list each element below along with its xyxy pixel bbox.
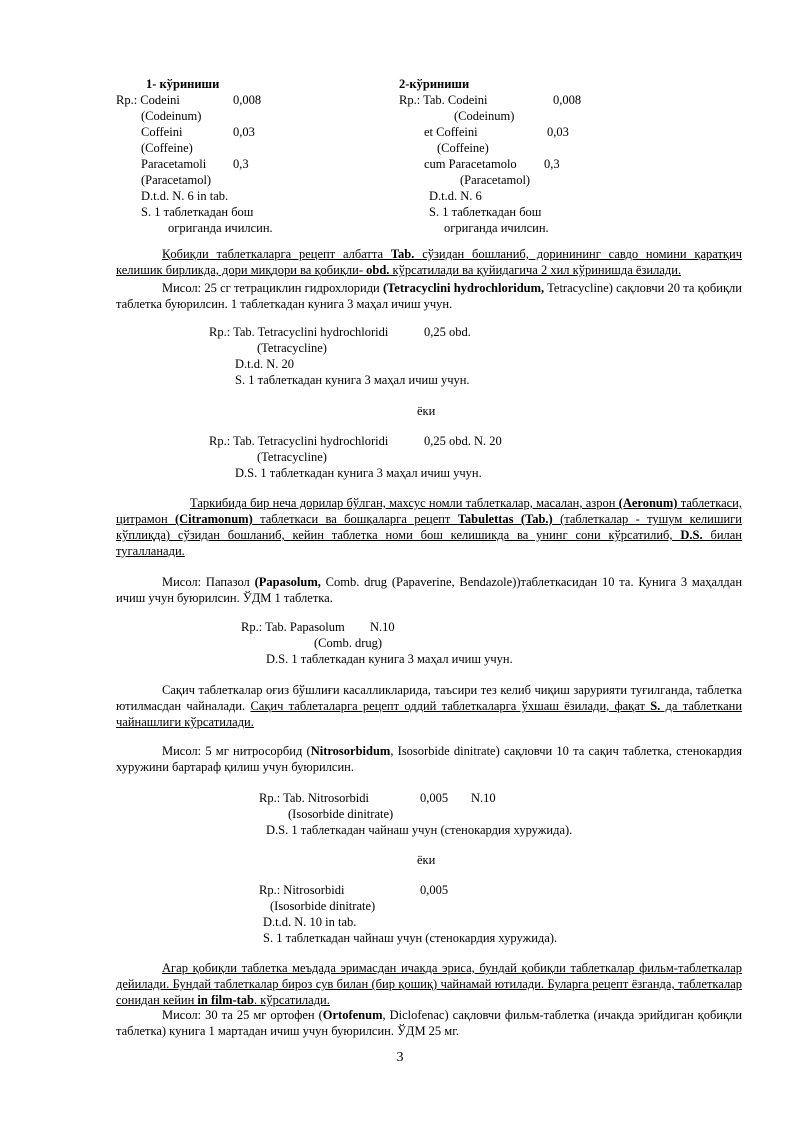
fig2-line: cum Paracetamolo (424, 157, 517, 171)
paragraph-special-tablets: Таркибида бир неча дорилар бўлган, махсус номли таблеткалар, масалан, азрон (Aeronum) таблеткаси, цитрамон (Citramonum) таблеткаси ва бошқаларга рецепт Tabulettas (Tab.) (таблеткалар - тушум келишиги кўплиқда) сўзидан бошланиб, кейин таблетка номи бош келишикда ва унинг сони кўрсатилиб, D.S. билан тугалланади. (116, 496, 742, 558)
paragraph-coated-tablets: Қобиқли таблеткаларга рецепт албатта Tab. сўзидан бошланиб, доринининг савдо номини қаратқич келишик бирликда, дори миқдори ва қобиқли- obd. кўрсатилади ва қуйидагича 2 хил кўринишда ёзилади. (116, 247, 742, 277)
paragraph-chewable-tablets: Сақич таблеткалар оғиз бўшлиғи касалликларида, таъсири тез келиб чиқиш зарурияти туғилганда, таблетка ютилмасдан чайналади. Сақич таблеталарга рецепт оддий таблеткаларга ўхшаш ёзилади, фақат S. да таблеткани чайнашлиги кўрсатилади. (116, 683, 743, 729)
rx4-line: D.S. 1 таблеткадан чайнаш учун (стенокардия хуружида). (266, 823, 573, 837)
fig1-line: D.t.d. N. 6 in tab. (141, 189, 229, 203)
rx2-dose: 0,25 obd. N. 20 (424, 434, 502, 448)
or-separator: ёки (417, 404, 436, 418)
rx4-line: Rp.: Tab. Nitrosorbidi (259, 791, 370, 805)
fig1-line: огриганда ичилсин. (168, 221, 273, 235)
fig2-line: (Paracetamol) (460, 173, 531, 187)
rx4-line: (Isosorbide dinitrate) (288, 807, 394, 821)
fig1-title: 1- кўриниши (146, 77, 220, 91)
fig1-line: S. 1 таблеткадан бош (141, 205, 254, 219)
rx1-line: D.t.d. N. 20 (235, 357, 295, 371)
rx3-line: Rp.: Tab. Papasolum (241, 620, 345, 634)
or-separator: ёки (417, 853, 436, 867)
rx1-dose: 0,25 obd. (424, 325, 471, 339)
rx5-line: (Isosorbide dinitrate) (270, 899, 376, 913)
fig1-line: (Coffeine) (141, 141, 193, 155)
paragraph-example-ortofen: Мисол: 30 та 25 мг ортофен (Ortofenum, Diclofenac) сақловчи фильм-таблетка (ичакда эрийдиган қобиқли таблетка) кунига 1 мартадан ичиш учун буюрилсин. ЎДМ 25 мг. (116, 1008, 743, 1038)
fig2-line: S. 1 таблеткадан бош (429, 205, 542, 219)
fig1-dose: 0,03 (233, 125, 255, 139)
rx5-dose: 0,005 (420, 883, 449, 897)
rx5-line: Rp.: Nitrosorbidi (259, 883, 345, 897)
rx4-dose: 0,005 (420, 791, 449, 805)
rx2-line: Rp.: Tab. Tetracyclini hydrochloridi (209, 434, 389, 448)
paragraph-film-tablets: Агар қобиқли таблетка меъдада эримасдан ичакда эриса, бундай қобиқли таблеткалар фильм-таблеткалар дейилади. Бундай таблеткалар бироз сув билан (бир қошиқ) чайнамай ютилади. Буларга рецепт ёзганда, таблеткалар сонидан кейин in film-tab. кўрсатилади. (116, 961, 742, 1007)
fig2-line: (Coffeine) (437, 141, 489, 155)
fig1-dose: 0,3 (233, 157, 249, 171)
rx3-dose: N.10 (370, 620, 395, 634)
rx1-line: Rp.: Tab. Tetracyclini hydrochloridi (209, 325, 389, 339)
fig2-line: огриганда ичилсин. (444, 221, 549, 235)
rx5-line: S. 1 таблеткадан чайнаш учун (стенокардия хуружида). (263, 931, 558, 945)
fig1-line: (Paracetamol) (141, 173, 212, 187)
fig1-line: Coffeini (141, 125, 183, 139)
fig2-line: et Coffeini (424, 125, 478, 139)
rx3-line: D.S. 1 таблеткадан кунига 3 маҳал ичиш учун. (266, 652, 513, 666)
rx3-line: (Comb. drug) (314, 636, 383, 650)
fig2-line: Rp.: Tab. Codeini (399, 93, 488, 107)
fig2-dose: 0,3 (544, 157, 560, 171)
rx4-count: N.10 (471, 791, 496, 805)
rx1-line: S. 1 таблеткадан кунига 3 маҳал ичиш учун. (235, 373, 470, 387)
paragraph-example-tetracycline: Мисол: 25 сг тетрациклин гидрохлориди (Tetracyclini hydrochloridum, Tetracycline) сақловчи 20 та қобиқли таблетка буюрилсин. 1 таблеткадан кунига 3 маҳал ичиш учун. (116, 281, 742, 311)
page-number: 3 (396, 1050, 404, 1065)
paragraph-example-nitrosorbide: Мисол: 5 мг нитросорбид (Nitrosorbidum, Isosorbide dinitrate) сақловчи 10 та сақич таблетка, стенокардия хуружини бартараф қилиш учун буюрилсин. (116, 744, 742, 774)
fig2-line: D.t.d. N. 6 (429, 189, 482, 203)
fig1-line: Rp.: Codeini (116, 93, 180, 107)
fig2-dose: 0,03 (547, 125, 569, 139)
rx2-line: (Tetracycline) (257, 450, 327, 464)
fig1-dose: 0,008 (233, 93, 262, 107)
rx1-line: (Tetracycline) (257, 341, 327, 355)
fig2-line: (Codeinum) (454, 109, 515, 123)
fig1-line: (Codeinum) (141, 109, 202, 123)
fig2-title: 2-кўриниши (399, 77, 470, 91)
paragraph-example-papasol: Мисол: Папазол (Papasolum, Comb. drug (Papaverine, Bendazole))таблеткасидан 10 та. Кунига 3 маҳалдан ичиш учун буюрилсин. ЎДМ 1 таблетка. (116, 575, 743, 605)
fig2-dose: 0,008 (553, 93, 582, 107)
rx5-line: D.t.d. N. 10 in tab. (263, 915, 357, 929)
rx2-line: D.S. 1 таблеткадан кунига 3 маҳал ичиш учун. (235, 466, 482, 480)
fig1-line: Paracetamoli (141, 157, 207, 171)
